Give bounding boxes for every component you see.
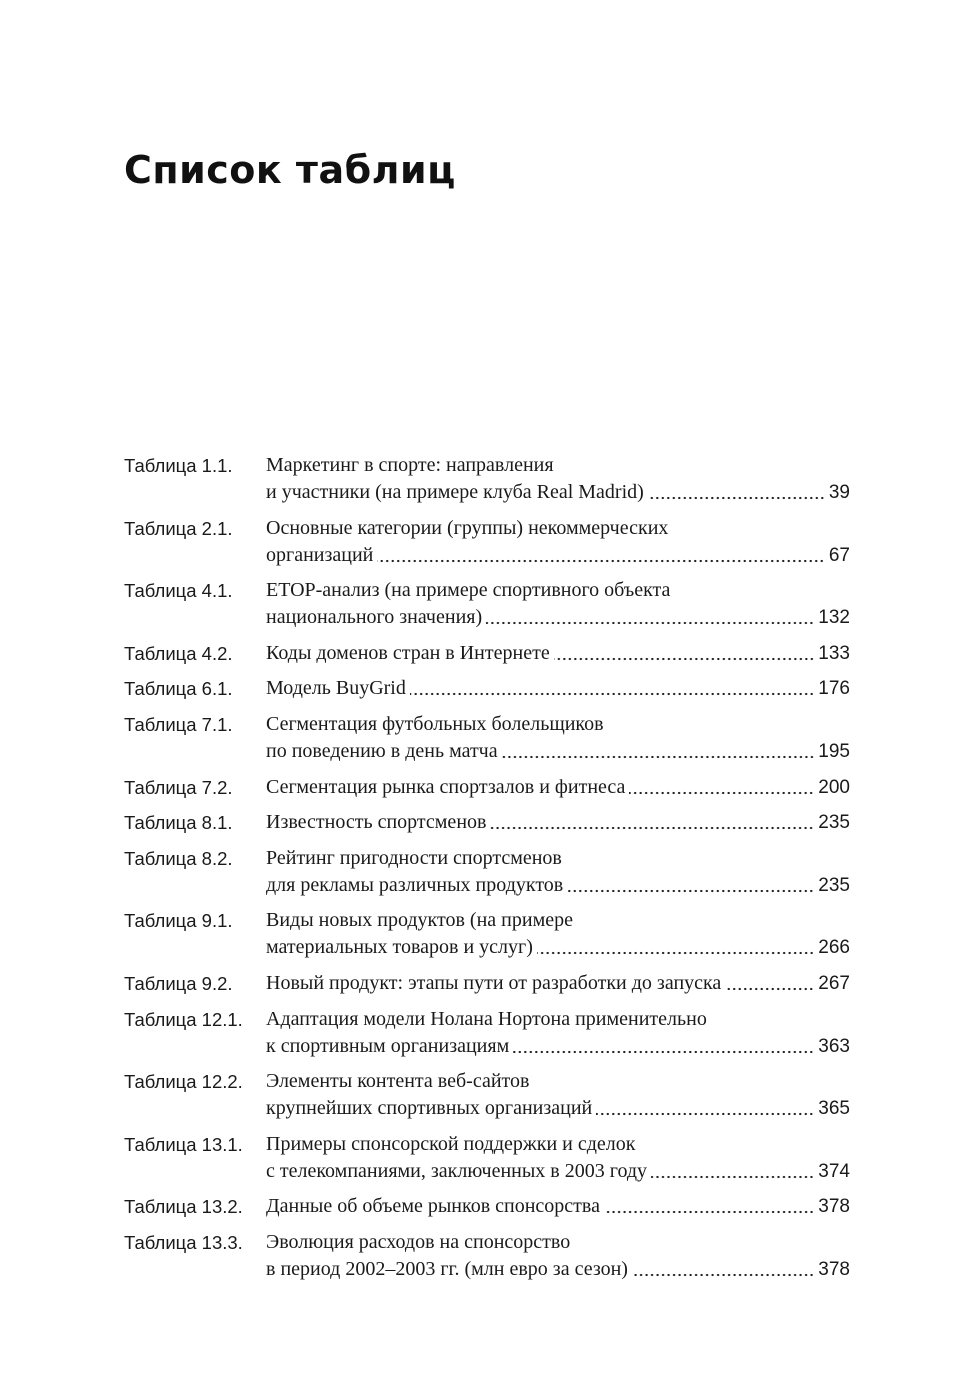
dot-leader bbox=[377, 559, 824, 563]
dot-leader bbox=[648, 496, 825, 500]
list-item[interactable] bbox=[124, 515, 850, 569]
entry-title: Новый продукт: этапы пути от разработки до запуска bbox=[266, 971, 722, 994]
page-number: 378 bbox=[818, 1196, 850, 1218]
page-title: Список таблиц bbox=[124, 148, 456, 192]
entry-title: в период 2002–2003 гг. (млн евро за сезон) bbox=[266, 1257, 628, 1280]
entry-title-line bbox=[266, 774, 850, 801]
entry-title-line bbox=[266, 542, 850, 569]
entry-title: организаций bbox=[266, 543, 374, 566]
entry-body bbox=[266, 1068, 850, 1122]
page-number: 235 bbox=[818, 874, 850, 896]
list-item[interactable] bbox=[124, 1193, 850, 1220]
list-item[interactable] bbox=[124, 452, 850, 506]
page-number: 132 bbox=[818, 607, 850, 629]
entry-title-line bbox=[266, 604, 850, 631]
entry-body bbox=[266, 452, 850, 506]
list-item[interactable] bbox=[124, 809, 850, 836]
entry-title-line1: Виды новых продуктов (на примере bbox=[266, 909, 573, 932]
dot-leader bbox=[567, 889, 814, 893]
entry-body bbox=[266, 1006, 850, 1060]
table-number: Таблица 9.2. bbox=[124, 972, 233, 994]
list-item[interactable] bbox=[124, 1131, 850, 1185]
entry-title-line1: ETOP-анализ (на примере спортивного объекта bbox=[266, 579, 671, 602]
table-number: Таблица 2.1. bbox=[124, 517, 233, 539]
dot-leader bbox=[629, 791, 814, 795]
page-number: 67 bbox=[828, 544, 850, 566]
entry-title-line bbox=[266, 934, 850, 961]
entry-title: Сегментация рынка спортзалов и фитнеса bbox=[266, 775, 626, 798]
list-item[interactable] bbox=[124, 711, 850, 765]
list-item[interactable] bbox=[124, 1229, 850, 1283]
table-number: Таблица 13.3. bbox=[124, 1231, 243, 1253]
dot-leader bbox=[725, 987, 814, 991]
list-item[interactable] bbox=[124, 845, 850, 899]
entry-title: Известность спортсменов bbox=[266, 811, 487, 834]
page-number: 195 bbox=[818, 740, 850, 762]
entry-title-line bbox=[266, 809, 850, 836]
dot-leader bbox=[537, 951, 814, 955]
entry-title-line bbox=[266, 1158, 850, 1185]
dot-leader bbox=[554, 657, 815, 661]
page-number: 363 bbox=[818, 1035, 850, 1057]
entry-title-line bbox=[266, 970, 850, 997]
entry-body bbox=[266, 1229, 850, 1283]
entry-title-line1: Рейтинг пригодности спортсменов bbox=[266, 846, 562, 869]
entry-title: крупнейших спортивных организаций bbox=[266, 1097, 593, 1120]
page-number: 200 bbox=[818, 776, 850, 798]
page-number: 267 bbox=[818, 972, 850, 994]
table-number: Таблица 4.1. bbox=[124, 580, 233, 602]
page-number: 235 bbox=[818, 812, 850, 834]
entry-body bbox=[266, 675, 850, 702]
entry-title-line bbox=[266, 1256, 850, 1283]
entry-title-line1: Основные категории (группы) некоммерческих bbox=[266, 516, 669, 539]
entry-title: Модель BuyGrid bbox=[266, 677, 406, 700]
entry-title: по поведению в день матча bbox=[266, 739, 498, 762]
dot-leader bbox=[410, 692, 814, 696]
entry-body bbox=[266, 1131, 850, 1185]
entry-title: Коды доменов стран в Интернете bbox=[266, 641, 550, 664]
entry-body bbox=[266, 907, 850, 961]
entry-title-line bbox=[266, 872, 850, 899]
table-number: Таблица 1.1. bbox=[124, 455, 233, 476]
page-number: 266 bbox=[818, 937, 850, 959]
table-number: Таблица 6.1. bbox=[124, 678, 233, 700]
table-list bbox=[124, 452, 850, 1292]
page-number: 133 bbox=[818, 642, 850, 664]
table-number: Таблица 13.1. bbox=[124, 1133, 243, 1155]
dot-leader bbox=[596, 1112, 814, 1116]
dot-leader bbox=[490, 826, 814, 830]
list-item[interactable] bbox=[124, 577, 850, 631]
dot-leader bbox=[651, 1175, 814, 1179]
entry-title-line bbox=[266, 738, 850, 765]
entry-title: к спортивным организациям bbox=[266, 1034, 510, 1057]
entry-body bbox=[266, 577, 850, 631]
list-item[interactable] bbox=[124, 1006, 850, 1060]
table-number: Таблица 9.1. bbox=[124, 910, 233, 932]
entry-body bbox=[266, 515, 850, 569]
dot-leader bbox=[513, 1050, 814, 1054]
entry-body bbox=[266, 640, 850, 667]
page-number: 374 bbox=[818, 1160, 850, 1182]
entry-body bbox=[266, 1193, 850, 1220]
entry-body bbox=[266, 809, 850, 836]
list-item[interactable] bbox=[124, 675, 850, 702]
entry-body bbox=[266, 711, 850, 765]
table-number: Таблица 4.2. bbox=[124, 642, 233, 664]
list-item[interactable] bbox=[124, 970, 850, 997]
entry-title: материальных товаров и услуг) bbox=[266, 936, 533, 959]
entry-body bbox=[266, 774, 850, 801]
dot-leader bbox=[604, 1210, 814, 1214]
entry-title-line1: Элементы контента веб-сайтов bbox=[266, 1070, 530, 1093]
table-number: Таблица 8.2. bbox=[124, 847, 233, 869]
entry-title-line bbox=[266, 640, 850, 667]
entry-body bbox=[266, 970, 850, 997]
dot-leader bbox=[486, 621, 814, 625]
entry-title-line bbox=[266, 1033, 850, 1060]
table-number: Таблица 8.1. bbox=[124, 812, 233, 834]
page-number: 365 bbox=[818, 1098, 850, 1120]
table-number: Таблица 7.1. bbox=[124, 713, 233, 735]
entry-title-line bbox=[266, 1193, 850, 1220]
dot-leader bbox=[502, 755, 815, 759]
entry-title-line bbox=[266, 1095, 850, 1122]
list-item[interactable] bbox=[124, 907, 850, 961]
list-item[interactable] bbox=[124, 640, 850, 667]
entry-title-line1: Сегментация футбольных болельщиков bbox=[266, 712, 604, 735]
entry-body bbox=[266, 845, 850, 899]
entry-title: национального значения) bbox=[266, 606, 483, 629]
entry-title-line1: Примеры спонсорской поддержки и сделок bbox=[266, 1132, 636, 1155]
table-number: Таблица 7.2. bbox=[124, 776, 233, 798]
entry-title-line bbox=[266, 479, 850, 506]
entry-title: с телекомпаниями, заключенных в 2003 году bbox=[266, 1159, 648, 1182]
entry-title: Данные об объеме рынков спонсорства bbox=[266, 1195, 600, 1218]
table-number: Таблица 13.2. bbox=[124, 1196, 243, 1218]
entry-title-line bbox=[266, 675, 850, 702]
list-item[interactable] bbox=[124, 1068, 850, 1122]
page-number: 39 bbox=[828, 482, 850, 503]
table-number: Таблица 12.1. bbox=[124, 1008, 243, 1030]
list-item[interactable] bbox=[124, 774, 850, 801]
entry-title-line1: Адаптация модели Нолана Нортона применительно bbox=[266, 1007, 707, 1030]
entry-title-line1: Маркетинг в спорте: направления bbox=[266, 454, 554, 476]
entry-title-line1: Эволюция расходов на спонсорство bbox=[266, 1230, 571, 1253]
dot-leader bbox=[632, 1273, 814, 1277]
entry-title: и участники (на примере клуба Real Madrid) bbox=[266, 481, 644, 503]
page-number: 378 bbox=[818, 1258, 850, 1280]
table-number: Таблица 12.2. bbox=[124, 1071, 243, 1093]
page-number: 176 bbox=[818, 678, 850, 700]
entry-title: для рекламы различных продуктов bbox=[266, 873, 564, 896]
